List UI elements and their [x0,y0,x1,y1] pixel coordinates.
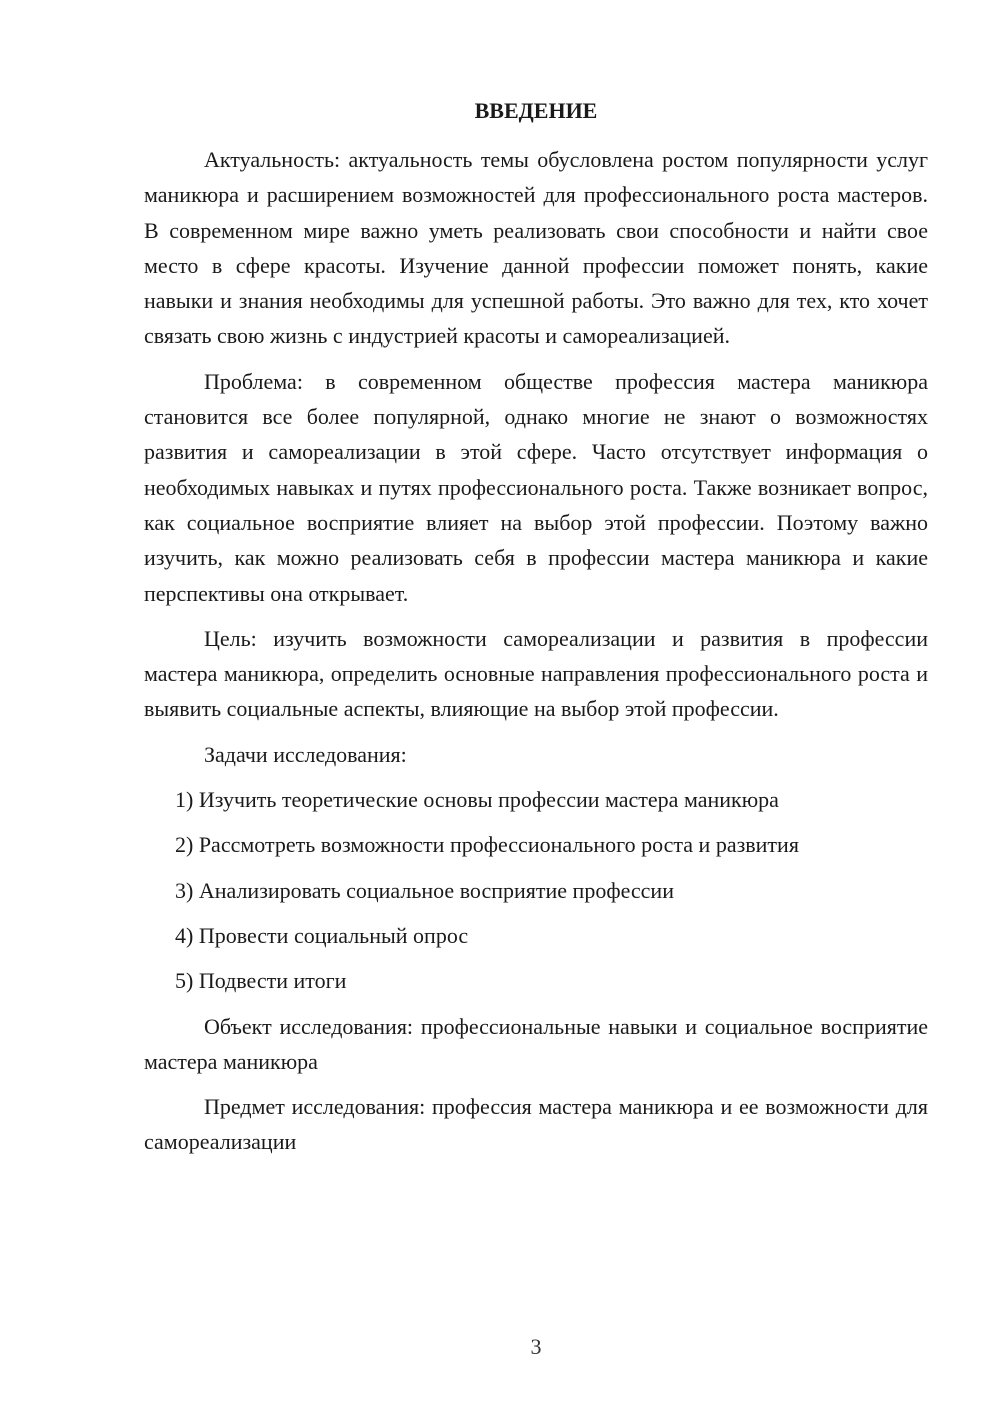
task-item-4: 4) Провести социальный опрос [175,922,469,948]
paragraph-goal: Цель: изучить возможности самореализации и развития в профессии мастера маникюра, определить основные направления профессионального роста и выявить социальные аспекты, влияющие на выбор этой профессии. [144,625,928,722]
task-item-5: 5) Подвести итоги [175,968,347,994]
task-item-3: 3) Анализировать социальное восприятие профессии [175,877,674,903]
tasks-heading: Задачи исследования: [204,741,407,767]
page-number: 3 [530,1334,542,1359]
task-item-2: 2) Рассмотреть возможности профессионального роста и развития [175,832,799,858]
paragraph-object: Объект исследования: профессиональные навыки и социальное восприятие мастера маникюра [144,1013,928,1074]
page-title: ВВЕДЕНИЕ [474,98,598,123]
paragraph-subject: Предмет исследования: профессия мастера маникюра и ее возможности для самореализации [144,1094,928,1155]
tasks-list [144,782,928,998]
document-body [144,142,928,1170]
task-item-1: 1) Изучить теоретические основы профессии мастера маникюра [175,787,779,813]
paragraph-problem: Проблема: в современном обществе профессия мастера маникюра становится все более популярной, однако многие не знают о возможностях развития и самореализации в этой сфере. Часто отсутствует информация о необходимых навыках и путях профессионального роста. Также возникает вопрос, как социальное восприятие влияет на выбор этой профессии. Поэтому важно изучить, как можно реализовать себя в профессии мастера маникюра и какие перспективы она открывает. [144,368,928,606]
paragraph-relevance: Актуальность: актуальность темы обусловлена ростом популярности услуг маникюра и расширением возможностей для профессионального роста мастеров. В современном мире важно уметь реализовать свои способности и найти свое место в сфере красоты. Изучение данной профессии поможет понять, какие навыки и знания необходимы для успешной работы. Это важно для тех, кто хочет связать свою жизнь с индустрией красоты и самореализацией. [144,147,928,349]
